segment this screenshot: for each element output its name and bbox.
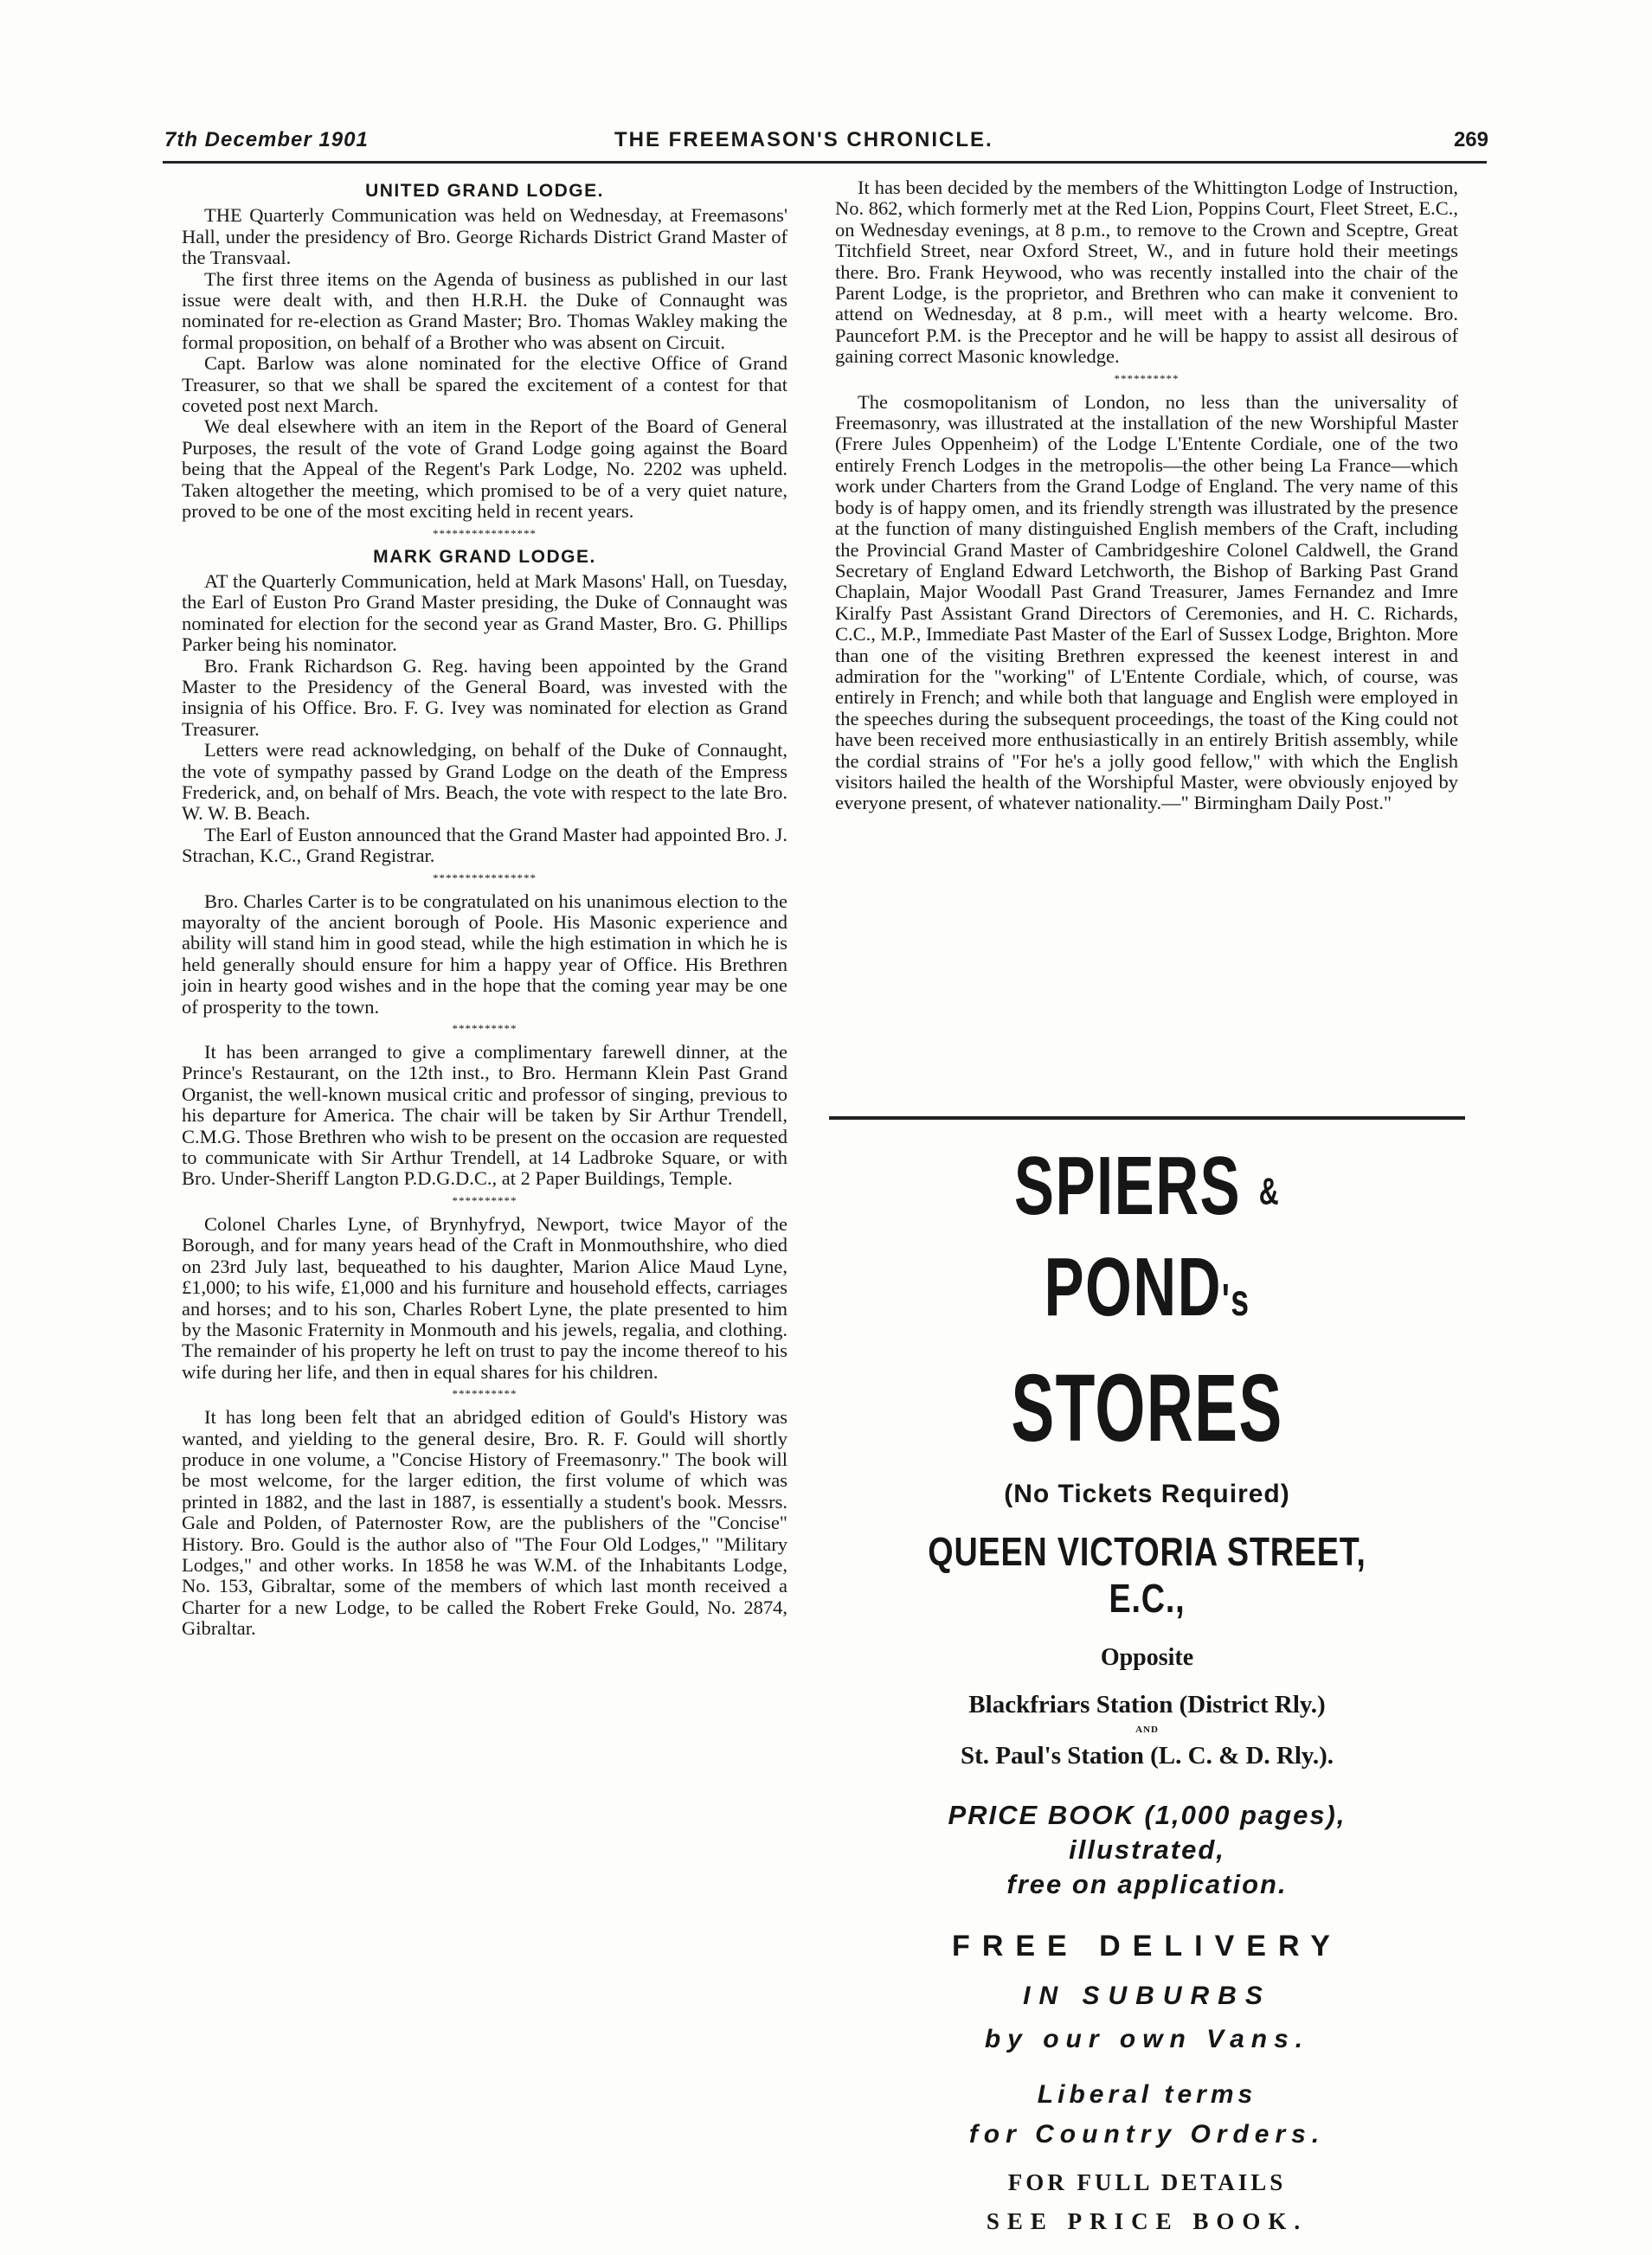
article-paragraph: It has been decided by the members of the Whittington Lodge of Instruction, No. 862, which formerly met at the Red Lion, Poppins Court, Fleet Street, E.C., on Wednesday evenings, at 8 p.m., to remove to the Crown and Sceptre, Great Titchfield Street, near Oxford Street, W., and in future hold their meetings there. Bro. Frank Heywood, who was recently installed into the chair of the Parent Lodge, is the proprietor, and Brethren who can make it convenient to attend on Wednesday, at 8 p.m., will meet with a hearty welcome. Bro. Pauncefort P.M. is the Preceptor and he will be happy to assist all desirous of gaining correct Masonic knowledge.: [835, 177, 1458, 368]
article-paragraph: THE Quarterly Communication was held on Wednesday, at Freemasons' Hall, under the presidency of Bro. George Richards District Grand Master of the Transvaal.: [182, 204, 787, 269]
ad-country-orders: for Country Orders.: [968, 2119, 1326, 2149]
article-paragraph: It has been arranged to give a complimentary farewell dinner, at the Prince's Restaurant, on the 12th inst., to Bro. Hermann Klein Past Grand Organist, the well-known musical critic and professor of singing, previous to his departure for America. The chair will be taken by Sir Arthur Trendell, C.M.G. Those Brethren who wish to be present on the occasion are requested to communicate with Sir Arthur Trendell, at 14 Ladbroke Square, or with Bro. Under-Sheriff Langton P.D.G.D.C., at 2 Paper Buildings, Temple.: [182, 1041, 787, 1190]
article-paragraph: The cosmopolitanism of London, no less than the universality of Freemasonry, was illustrated at the installation of the new Worshipful Master (Frere Jules Oppenheim) of the Lodge L'Entente Cordiale, one of the two entirely French Lodges in the metropolis—the other being La France—which work under Charters from the Grand Lodge of England. The very name of this body is of happy omen, and its friendly strength was illustrated by the presence at the function of many distinguished English members of the Craft, including the Provincial Grand Master of Cambridgeshire Colonel Caldwell, the Grand Secretary of England Edward Letchworth, the Bishop of Barking Past Grand Chaplain, Major Woodall Past Grand Treasurer, James Fernandez and Imre Kiralfy Past Assistant Grand Directors of Ceremonies, and H. C. Richards, C.C., M.P., Immediate Past Master of the Earl of Sussex Lodge, Brighton. More than one of the visiting Brethren expressed the keenest interest in and admiration for the "working" of L'Entente Cordiale, which, of course, was entirely in French; and while both that language and English were employed in the speeches during the subsequent proceedings, the toast of the King could not have been received more enthusiastically in an entirely British assembly, while the cordial strains of "For he's a jolly good fellow," with which the English visitors hailed the health of the Worshipful Master, were obviously enjoyed by everyone present, of whatever nationality.—" Birmingham Daily Post.": [835, 390, 1458, 814]
ad-brand-pond: POND: [1044, 1240, 1222, 1333]
ad-stores: STORES: [1011, 1354, 1283, 1462]
page-number: 269: [1453, 128, 1488, 151]
ad-no-tickets: (No Tickets Required): [1004, 1479, 1290, 1508]
section-divider: ****************: [433, 526, 537, 540]
header-rule: [163, 161, 1487, 164]
masthead: THE FREEMASON'S CHRONICLE.: [614, 128, 993, 151]
section-divider: **********: [452, 1387, 517, 1401]
section-divider: **********: [452, 1193, 517, 1207]
ad-station-st-pauls: St. Paul's Station (L. C. & D. Rly.).: [960, 1741, 1334, 1770]
ad-brand-name: [918, 1139, 1376, 1348]
advertisement-rule: [829, 1116, 1465, 1120]
issue-date: 7th December 1901: [164, 128, 369, 151]
ad-price-book: PRICE BOOK (1,000 pages),: [948, 1799, 1347, 1830]
article-paragraph: Bro. Charles Carter is to be congratulated on his unanimous election to the mayoralty of the ancient borough of Poole. His Masonic experience and ability will stand him in good stead, while the high estimation in which he is held generally should ensure for him a happy year of Office. His Brethren join in hearty good wishes and in the hope that the coming year may be one of prosperity to the town.: [182, 890, 787, 1018]
article-paragraph: Colonel Charles Lyne, of Brynhyfryd, Newport, twice Mayor of the Borough, and for many years head of the Craft in Monmouthshire, who died on 23rd July last, bequeathed to his daughter, Marion Alice Maud Lyne, £1,000; to his wife, £1,000 and his furniture and household effects, carriages and horses; and to his son, Charles Robert Lyne, the plate presented to him by the Masonic Fraternity in Monmouth and his jewels, regalia, and clothing. The remainder of his property he left on trust to pay the income thereof to his wife during her life, and then in equal shares for his children.: [182, 1212, 787, 1383]
article-paragraph: We deal elsewhere with an item in the Report of the Board of General Purposes, the result of the vote of Grand Lodge going against the Board being that the Appeal of the Regent's Park Lodge, No. 2202 was upheld. Taken altogether the meeting, which promised to be of a very quiet nature, proved to be one of the most exciting held in recent years.: [182, 415, 787, 523]
ad-vans: by our own Vans.: [984, 2024, 1310, 2053]
ad-brand-suffix: 's: [1221, 1275, 1250, 1326]
article-paragraph: AT the Quarterly Communication, held at Mark Masons' Hall, on Tuesday, the Earl of Euston Pro Grand Master presiding, the Duke of Connaught was nominated for election for the second year as Grand Master, Bro. G. Phillips Parker being his nominator.: [182, 569, 787, 656]
page-header: [164, 128, 1488, 163]
ad-brand-amp: &: [1258, 1170, 1281, 1213]
left-column: [182, 177, 787, 1640]
mark-grand-lodge-heading: MARK GRAND LODGE.: [373, 546, 596, 567]
spiers-pond-advertisement: [829, 1134, 1465, 2234]
section-divider: ****************: [433, 871, 537, 884]
section-divider: **********: [452, 1022, 517, 1036]
article-paragraph: It has long been felt that an abridged edition of Gould's History was wanted, and yielding to the general desire, Bro. R. F. Gould will shortly produce in one volume, a "Concise History of Freemasonry." The book will be most welcome, for the larger edition, the first volume of which was printed in 1882, and the last in 1887, is essentially a student's book. Messrs. Gale and Polden, of Paternoster Row, are the publishers of the "Concise" History. Bro. Gould is the author also of "The Four Old Lodges," "Military Lodges," and other works. In 1858 he was W.M. of the Inhabitants Lodge, No. 153, Gibraltar, some of the members of which last month received a Charter for a new Lodge, to be called the Robert Freke Gould, No. 2874, Gibraltar.: [182, 1406, 787, 1640]
ad-brand-spiers: SPIERS: [1013, 1140, 1242, 1232]
section-divider: **********: [1114, 371, 1180, 385]
ad-liberal-terms: Liberal terms: [1037, 2079, 1257, 2109]
ad-and: AND: [1135, 1724, 1159, 1735]
ad-suburbs: IN SUBURBS: [1023, 1981, 1271, 2010]
article-paragraph: The Earl of Euston announced that the Grand Master had appointed Bro. J. Strachan, K.C., Grand Registrar.: [182, 823, 787, 867]
united-grand-lodge-heading: UNITED GRAND LODGE.: [365, 181, 604, 201]
right-column: [835, 177, 1458, 814]
ad-station-blackfriars: Blackfriars Station (District Rly.): [968, 1690, 1326, 1719]
article-paragraph: The first three items on the Agenda of business as published in our last issue were dealt with, and then H.R.H. the Duke of Connaught was nominated for re-election as Grand Master; Bro. Thomas Wakley making the formal proposition, on behalf of a Brother who was absent on Circuit.: [182, 267, 787, 353]
ad-free-delivery: FREE DELIVERY: [952, 1929, 1342, 1963]
ad-see-price-book: SEE PRICE BOOK.: [986, 2207, 1308, 2234]
ad-free-application: free on application.: [1006, 1868, 1288, 1899]
article-paragraph: Capt. Barlow was alone nominated for the elective Office of Grand Treasurer, so that we shall be spared the excitement of a contest for that coveted post next March.: [182, 352, 787, 417]
ad-street: QUEEN VICTORIA STREET, E.C.,: [928, 1528, 1366, 1621]
article-paragraph: Bro. Frank Richardson G. Reg. having been appointed by the Grand Master to the Presidency of the General Board, was invested with the insignia of his Office. Bro. F. G. Ivey was nominated for election as Grand Treasurer.: [182, 654, 787, 740]
ad-full-details: FOR FULL DETAILS: [1007, 2168, 1287, 2195]
ad-illustrated: illustrated,: [1069, 1834, 1225, 1865]
article-paragraph: Letters were read acknowledging, on behalf of the Duke of Connaught, the vote of sympathy passed by Grand Lodge on the death of the Empress Frederick, and, on behalf of Mrs. Beach, the vote with respect to the late Bro. W. W. B. Beach.: [182, 739, 787, 825]
ad-opposite: Opposite: [1100, 1643, 1194, 1671]
